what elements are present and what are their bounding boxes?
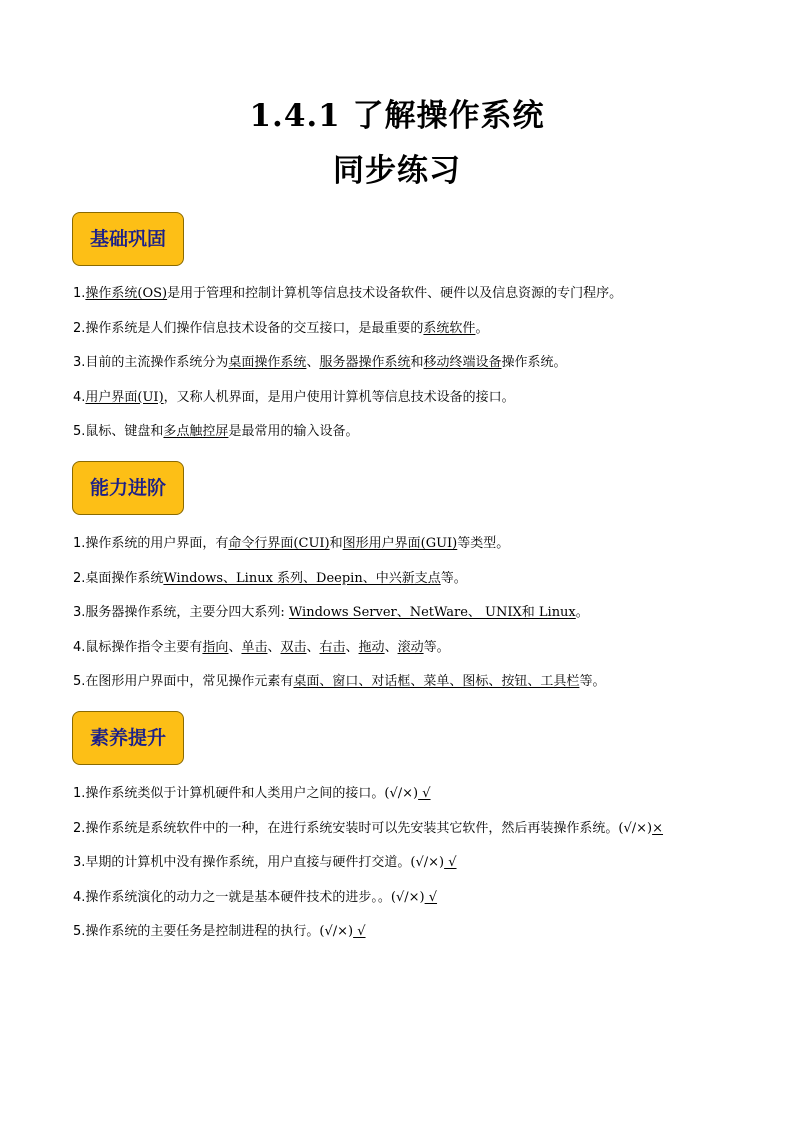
question-text: 服务器操作系统，主要分四大系列: [85, 605, 289, 620]
question-text: 、 [306, 639, 320, 655]
question-text: 操作系统演化的动力之一就是基本硬件技术的进步。。(√/×) [85, 889, 425, 905]
question-text: 等。 [579, 674, 606, 689]
answer-text: 双击 [280, 639, 307, 655]
section-badge-basic: 基础巩固 [72, 212, 184, 266]
item-number: 5. [73, 674, 86, 689]
question-text: 目前的主流操作系统分为 [85, 355, 229, 370]
question-text: 鼠标操作指令主要有 [85, 639, 203, 655]
question-text: 。 [475, 320, 489, 336]
item-number: 2. [73, 320, 86, 336]
question-text: 鼠标、键盘和 [85, 424, 164, 439]
question-text: 在图形用户界面中，常见操作元素有 [85, 674, 294, 689]
answer-text: 移动终端设备 [423, 355, 502, 370]
item-number: 2. [73, 570, 86, 586]
item-number: 4. [73, 389, 86, 405]
exercise-line-basic-5 [73, 423, 753, 441]
exercise-line-literacy-5 [73, 923, 753, 941]
answer-text: 指向 [202, 639, 229, 655]
answer-text: 单击 [241, 639, 268, 655]
exercise-line-basic-4 [73, 389, 753, 407]
item-number: 3. [73, 605, 86, 620]
question-text: 、 [306, 355, 320, 370]
answer-text: 右击 [319, 639, 346, 655]
exercise-line-advanced-4 [73, 639, 753, 657]
item-number: 4. [73, 639, 86, 655]
item-number: 4. [73, 889, 86, 905]
question-text: ，又称人机界面，是用户使用计算机等信息技术设备的接口。 [163, 389, 515, 405]
item-number: 1. [73, 286, 86, 301]
answer-text: 服务器操作系统 [319, 355, 411, 370]
answer-text: 滚动 [397, 639, 424, 655]
answer-text: 桌面、窗口、对话框、菜单、图标、按钮、工具栏 [293, 674, 580, 689]
section-badge-advanced: 能力进阶 [72, 461, 184, 515]
question-text: 等。 [423, 639, 450, 655]
question-text: 操作系统。 [501, 355, 567, 370]
question-text: 是最常用的输入设备。 [228, 424, 359, 439]
answer-text: 操作系统(OS) [85, 286, 168, 301]
question-text: 、 [345, 639, 359, 655]
question-text: 操作系统是人们操作信息技术设备的交互接口，是最重要的 [85, 320, 424, 336]
question-text: 和 [410, 355, 424, 370]
exercise-line-advanced-2 [73, 570, 753, 588]
answer-text: √ [444, 855, 457, 870]
question-text: 。 [575, 605, 589, 620]
item-number: 1. [73, 786, 86, 801]
question-text: 操作系统是系统软件中的一种，在进行系统安装时可以先安装其它软件，然后再装操作系统。(√/×) [85, 820, 653, 836]
answer-text: Windows Server、NetWare、 UNIX和 Linux [288, 605, 576, 620]
exercise-line-advanced-1 [73, 535, 753, 553]
answer-text: 系统软件 [423, 320, 476, 336]
answer-text: 图形用户界面(GUI) [342, 536, 458, 551]
item-number: 3. [73, 355, 86, 370]
item-number: 5. [73, 424, 86, 439]
question-text: 操作系统的用户界面，有 [85, 536, 229, 551]
exercise-line-advanced-3 [73, 604, 753, 622]
section-badge-literacy: 素养提升 [72, 711, 184, 765]
exercise-line-literacy-4 [73, 889, 753, 907]
question-text: 是用于管理和控制计算机等信息技术设备软件、硬件以及信息资源的专门程序。 [167, 286, 623, 301]
answer-text: √ [424, 889, 438, 905]
answer-text: 拖动 [358, 639, 385, 655]
exercise-line-basic-2 [73, 320, 753, 338]
answer-text: 命令行界面(CUI) [228, 536, 330, 551]
question-text: 等。 [440, 570, 467, 586]
answer-text: √ [353, 924, 366, 939]
question-text: 和 [329, 536, 343, 551]
item-number: 5. [73, 924, 86, 939]
item-number: 3. [73, 855, 86, 870]
page-title: 1.4.1 了解操作系统 [249, 98, 545, 134]
question-text: 操作系统类似于计算机硬件和人类用户之间的接口。(√/×) [85, 786, 419, 801]
exercise-line-basic-3 [73, 354, 753, 372]
exercise-line-literacy-3 [73, 854, 753, 872]
answer-text: × [652, 820, 664, 836]
exercise-line-basic-1 [73, 285, 753, 303]
answer-text: 桌面操作系统 [228, 355, 307, 370]
exercise-line-advanced-5 [73, 673, 753, 691]
answer-text: Windows、Linux 系列、Deepin、中兴新支点 [163, 570, 441, 586]
item-number: 2. [73, 820, 86, 836]
question-text: 等类型。 [457, 536, 510, 551]
page-subtitle: 同步练习 [333, 153, 461, 189]
question-text: 早期的计算机中没有操作系统，用户直接与硬件打交道。(√/×) [85, 855, 445, 870]
answer-text: 用户界面(UI) [85, 389, 164, 405]
exercise-line-literacy-1 [73, 785, 753, 803]
question-text: 、 [267, 639, 281, 655]
question-text: 操作系统的主要任务是控制进程的执行。(√/×) [85, 924, 354, 939]
answer-text: √ [418, 786, 431, 801]
answer-text: 多点触控屏 [163, 424, 229, 439]
exercise-line-literacy-2 [73, 820, 753, 838]
question-text: 、 [228, 639, 242, 655]
question-text: 桌面操作系统 [85, 570, 164, 586]
item-number: 1. [73, 536, 86, 551]
question-text: 、 [384, 639, 398, 655]
